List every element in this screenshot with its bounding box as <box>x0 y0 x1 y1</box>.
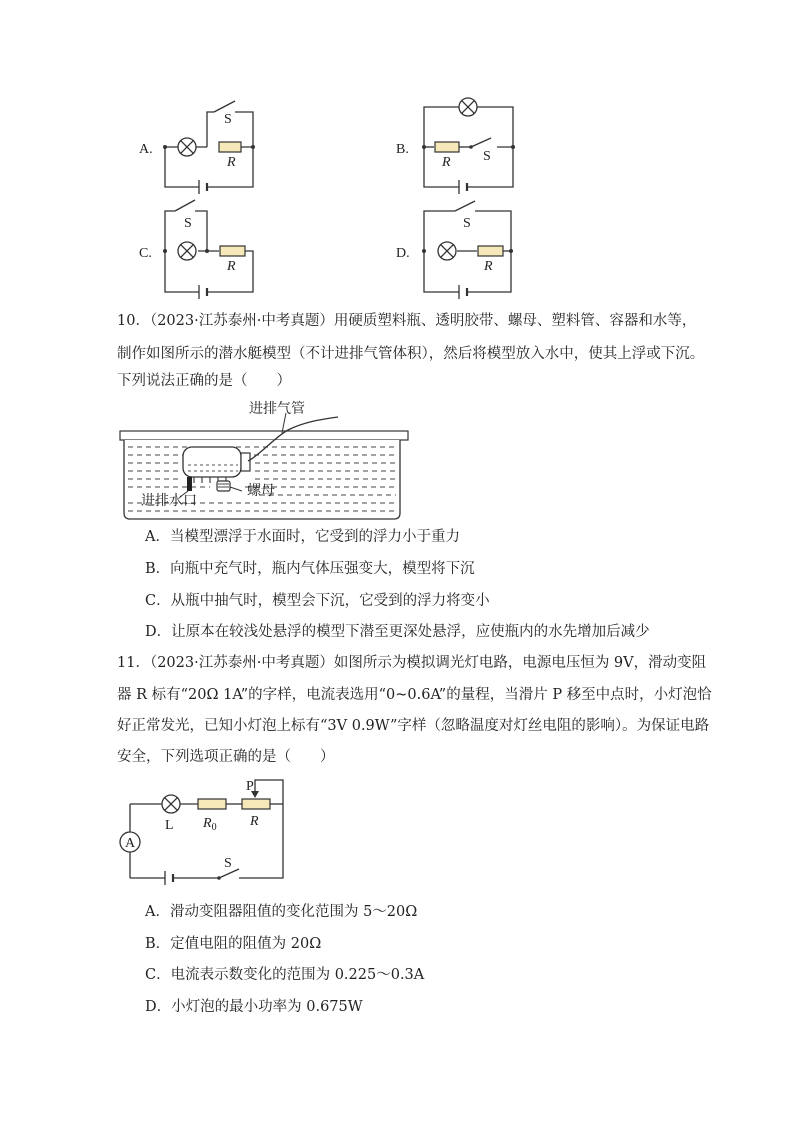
resistor-label: R <box>442 155 451 170</box>
q11-option-a: A．滑动变阻器阻值的变化范围为 5～20Ω <box>145 904 418 920</box>
submarine-model-figure <box>110 395 410 525</box>
rheostat-icon <box>242 799 270 809</box>
resistor-icon <box>478 246 503 256</box>
r0-label: $R_0$ <box>203 816 217 833</box>
water-inlet-label: 进排水口 <box>141 494 197 509</box>
option-b-label: B. <box>396 142 409 157</box>
resistor-icon <box>220 246 245 256</box>
q9-circuits <box>0 0 794 310</box>
resistor-icon <box>435 142 459 152</box>
q11-stem-line1: 11．（2023·江苏泰州·中考真题）如图所示为模拟调光灯电路，电源电压恒为 9V，滑动变阻 <box>117 655 707 671</box>
q10-option-c: C．从瓶中抽气时，模型会下沉，它受到的浮力将变小 <box>145 593 490 609</box>
lamp-label: L <box>165 818 174 833</box>
q11-option-d: D．小灯泡的最小功率为 0.675W <box>145 999 363 1015</box>
switch-label: S <box>463 216 471 231</box>
q10-option-d: D．让原本在较浅处悬浮的模型下潜至更深处悬浮，应使瓶内的水先增加后减少 <box>145 624 650 640</box>
nut-label: 螺母 <box>247 484 275 499</box>
q10-option-b: B．向瓶中充气时，瓶内气体压强变大，模型将下沉 <box>145 561 475 577</box>
switch-label: S <box>224 112 232 127</box>
q10-stem-line3: 下列说法正确的是（ ） <box>117 373 291 389</box>
lamp-icon <box>178 242 196 260</box>
resistor-icon <box>219 142 241 152</box>
q10-stem-line1: 10．（2023·江苏泰州·中考真题）用硬质塑料瓶、透明胶带、螺母、塑料管、容器和水等， <box>117 313 697 329</box>
resistor-r0-icon <box>198 799 226 809</box>
rheostat-label: R <box>250 814 259 829</box>
q11-stem-line4: 安全，下列选项正确的是（ ） <box>117 749 335 765</box>
resistor-label: R <box>484 259 493 274</box>
lamp-icon <box>178 138 196 156</box>
dimmer-circuit-figure <box>115 775 295 890</box>
q11-stem-line3: 好正常发光，已知小灯泡上标有“3V 0.9W”字样（忽略温度对灯丝电阻的影响）。为保证电路 <box>117 718 710 734</box>
q11-option-c: C．电流表示数变化的范围为 0.225～0.3A <box>145 967 425 983</box>
air-tube-label: 进排气管 <box>249 402 305 417</box>
switch-label: S <box>184 216 192 231</box>
switch-label: S <box>224 856 232 871</box>
switch-label: S <box>483 149 491 164</box>
option-a-label: A. <box>139 142 153 157</box>
lamp-icon <box>162 795 180 813</box>
resistor-label: R <box>227 155 236 170</box>
slider-label: P <box>246 779 254 794</box>
q10-option-a: A．当模型漂浮于水面时，它受到的浮力小于重力 <box>145 529 460 545</box>
q10-stem-line2: 制作如图所示的潜水艇模型（不计进排气管体积），然后将模型放入水中，使其上浮或下沉。 <box>117 346 705 362</box>
lamp-icon <box>459 98 477 116</box>
resistor-label: R <box>227 259 236 274</box>
ammeter-label: A <box>125 836 136 851</box>
option-d-label: D. <box>396 246 410 261</box>
q11-stem-line2: 器 R 标有“20Ω 1A”的字样，电流表选用“0~0.6A”的量程，当滑片 P 移至中点时，小灯泡恰 <box>117 687 712 703</box>
q11-option-b: B．定值电阻的阻值为 20Ω <box>145 936 322 952</box>
option-c-label: C. <box>139 246 152 261</box>
lamp-icon <box>438 242 456 260</box>
